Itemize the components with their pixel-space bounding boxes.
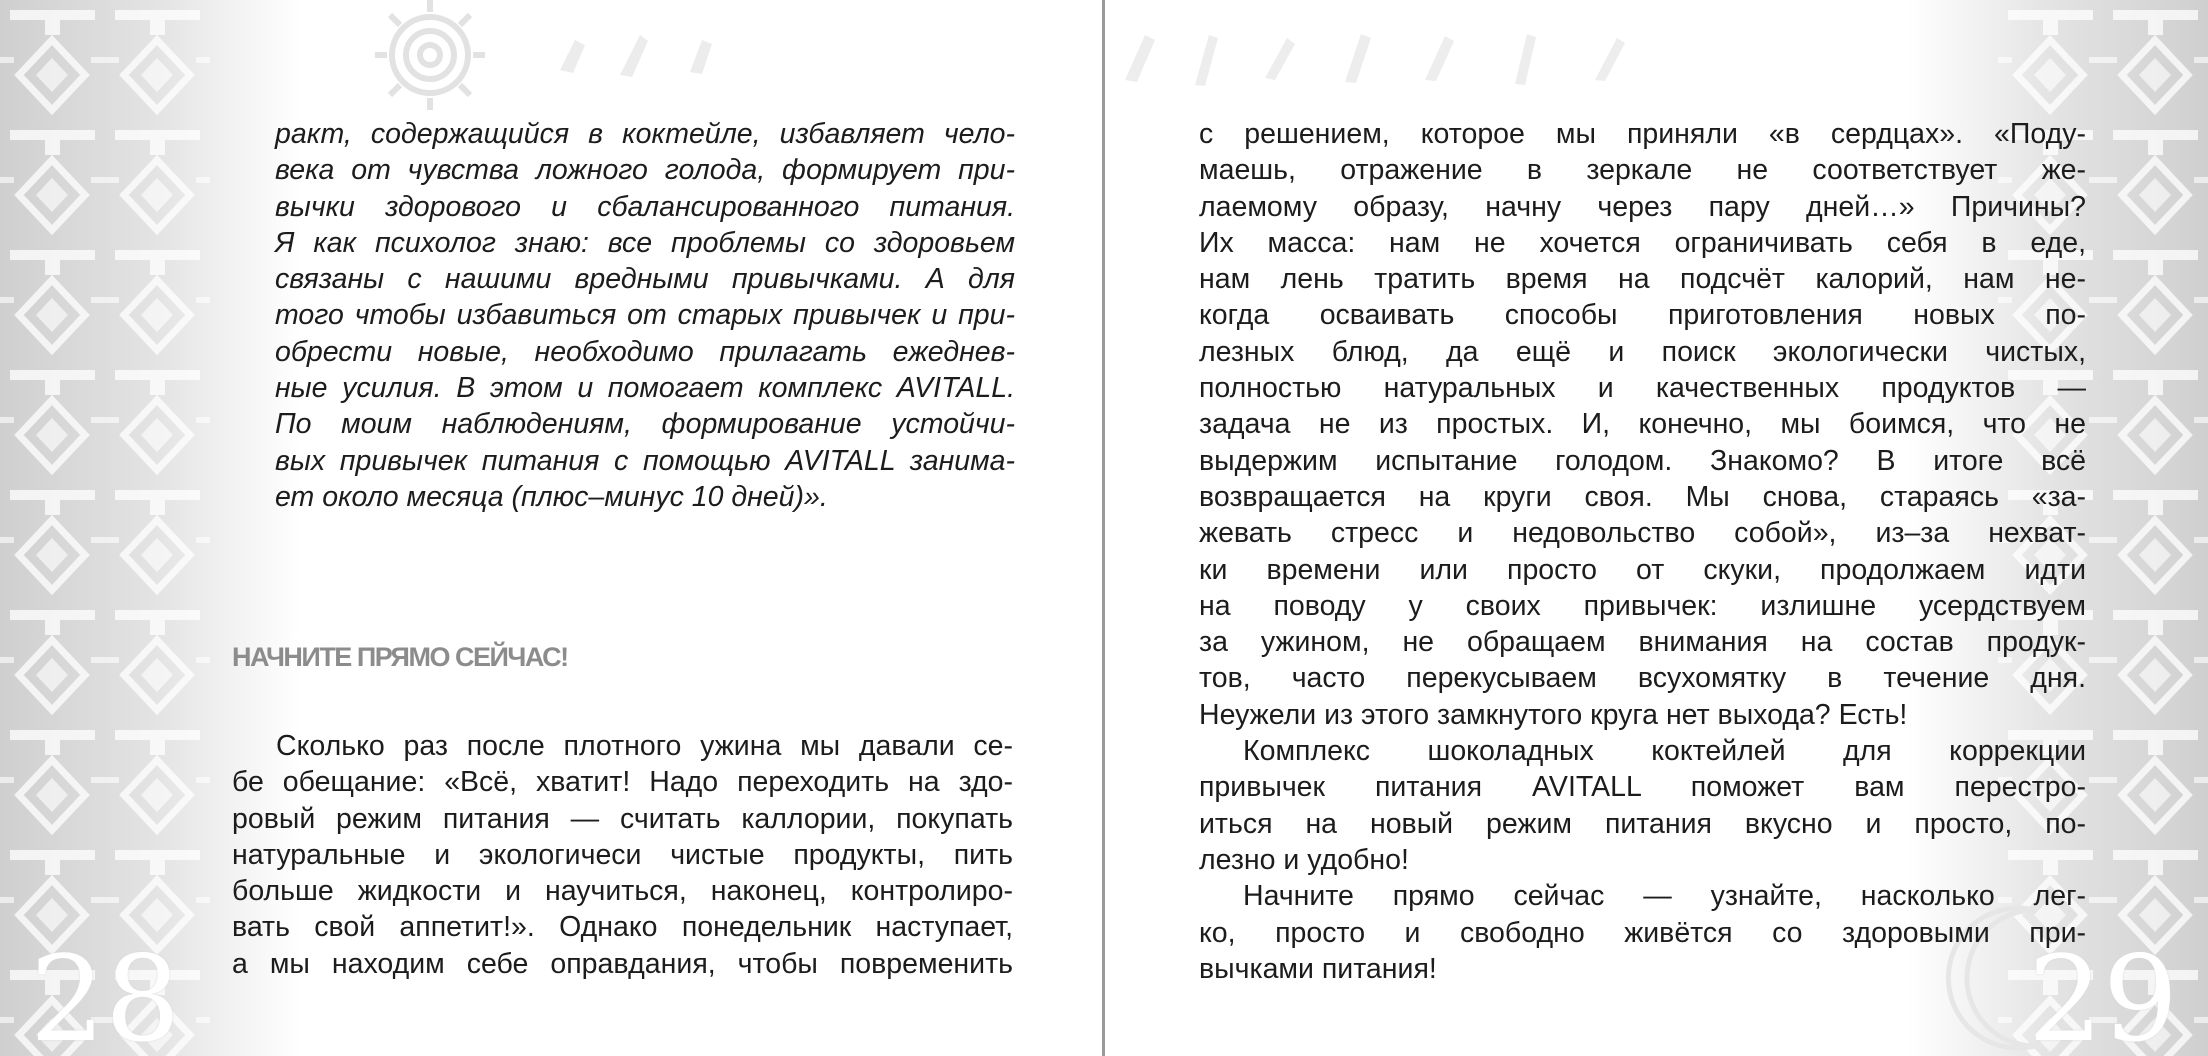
body-line: вычками питания! [1199,952,1437,985]
quote-line: вычки здорового и сбалансированного питания. [275,190,1015,223]
body-line: тов, часто перекусываем всухомятку в течение дня. [1199,662,2086,695]
petroglyph-figures-icon [1105,0,1805,110]
body-line: Сколько раз после плотного ужина мы давали се- [276,730,1013,762]
quote-line: вых привычек питания с помощью AVITALL занима- [275,444,1015,477]
body-paragraph [1199,116,2086,987]
body-line: маешь, отражение в зеркале не соответствует же- [1199,154,2086,187]
body-line: Неужели из этого замкнутого круга нет выхода? Есть! [1199,698,1908,731]
quote-line: того чтобы избавиться от старых привычек и при- [275,299,1015,332]
quote-line: ные усилия. В этом и помогает комплекс AVITALL. [275,372,1015,405]
body-line: лезно и удобно! [1199,843,1409,876]
body-line: за ужином, не обращаем внимания на состав продук- [1199,626,2086,659]
body-line: натуральные и экологичеси чистые продукты, пить [232,838,1013,871]
body-line: бе обещание: «Всё, хватит! Надо переходить на здо- [232,766,1013,799]
body-line: ко, просто и свободно живётся со здоровыми при- [1199,916,2086,949]
body-paragraph [232,728,1013,982]
page-number-right: 29 [2027,930,2178,1056]
right-page [1105,0,2208,1056]
body-line: нам лень тратить время на подсчёт калорий, нам не- [1199,263,2086,296]
body-line: лаемому образу, начну через пару дней…» Причины? [1199,190,2086,223]
body-line: Их масса: нам не хочется ограничивать себя в еде, [1199,226,2086,259]
body-line: ки времени или просто от скуки, продолжаем идти [1199,553,2086,586]
quote-line: Я как психолог знаю: все проблемы со здоровьем [275,226,1015,259]
quote-line: связаны с нашими вредными привычками. А для [275,263,1015,296]
body-line: лезных блюд, да ещё и поиск экологически чистых, [1199,335,2086,368]
body-line: с решением, которое мы приняли «в сердцах». «Поду- [1199,118,2086,150]
body-line: когда осваивать способы приготовления новых по- [1199,299,2086,332]
body-line: а мы находим себе оправдания, чтобы повременить [232,947,1013,980]
quote-line: обрести новые, необходимо прилагать ежеднев- [275,335,1015,368]
body-line: иться на новый режим питания вкусно и просто, по- [1199,807,2086,840]
body-line: вать свой аппетит!». Однако понедельник наступает, [232,911,1013,944]
body-line: жевать стресс и недовольство собой», из–за нехват- [1199,517,2086,550]
body-line: на поводу у своих привычек: излишне усердствуем [1199,589,2086,622]
quote-line: века от чувства ложного голода, формирует при- [275,154,1015,187]
ethnic-border-pattern-left [0,0,210,1056]
body-line: полностью натуральных и качественных продуктов — [1199,372,2086,405]
body-line: выдержим испытание голодом. Знакомо? В итоге всё [1199,444,2086,477]
quote-paragraph [275,116,1015,515]
sun-spiral-icon [360,0,780,110]
quote-line: ет около месяца (плюс–минус 10 дней)». [275,480,828,513]
body-line: привычек питания AVITALL поможет вам перестро- [1199,771,2086,804]
body-line: ровый режим питания — считать каллории, покупать [232,802,1013,835]
body-line: Комплекс шоколадных коктейлей для коррекции [1243,735,2086,768]
left-page [0,0,1103,1056]
body-line: задача не из простых. И, конечно, мы боимся, что не [1199,408,2086,441]
page-number-left: 28 [30,930,181,1056]
body-line: больше жидкости и научиться, наконец, контролиро- [232,875,1013,908]
section-heading: НАЧНИТЕ ПРЯМО СЕЙЧАС! [232,642,568,672]
body-line: Начните прямо сейчас — узнайте, насколько лег- [1243,880,2086,913]
quote-line: ракт, содержащийся в коктейле, избавляет чело- [275,118,1015,150]
body-line: возвращается на круги своя. Мы снова, стараясь «за- [1199,480,2086,513]
quote-line: По моим наблюдениям, формирование устойчи- [275,408,1015,441]
